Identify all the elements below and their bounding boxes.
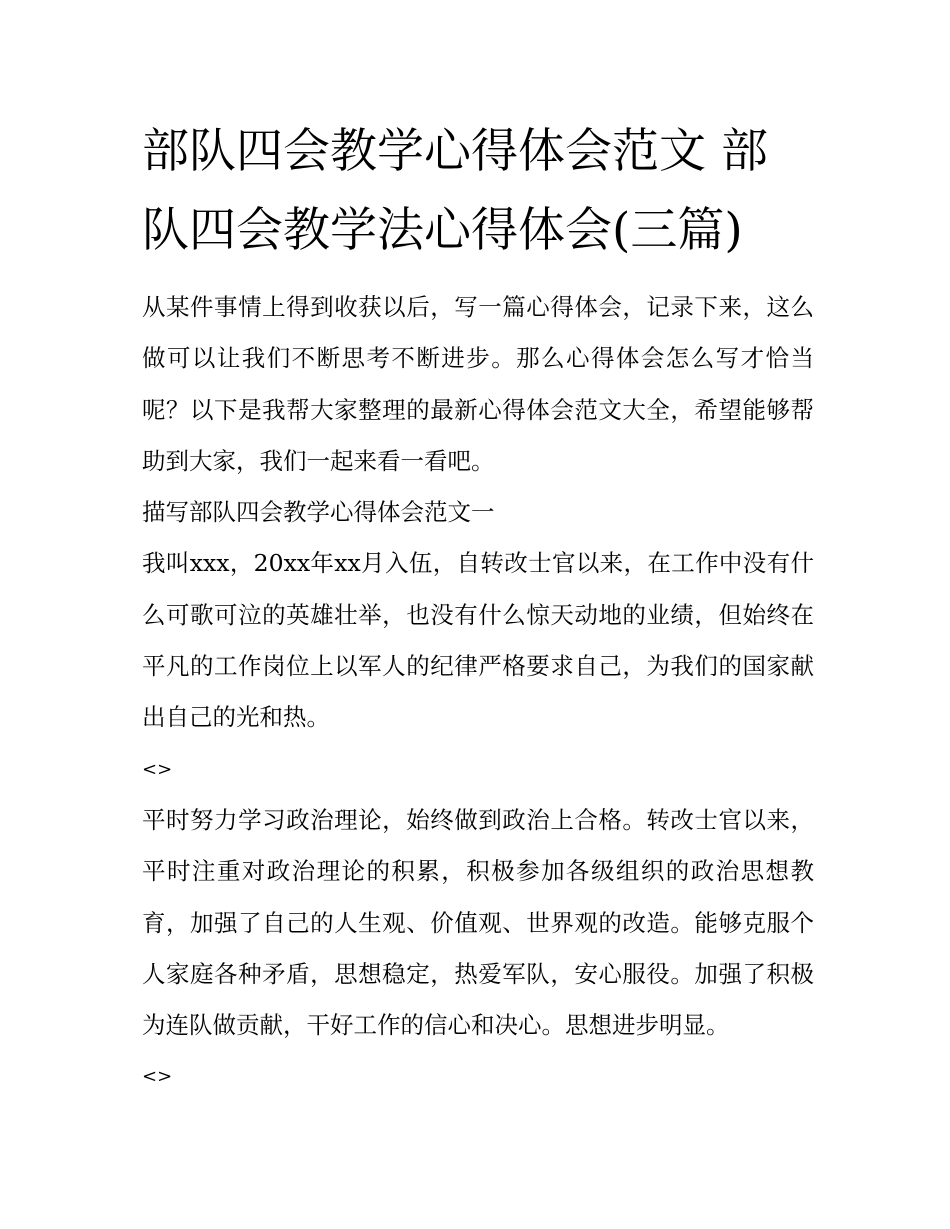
separator-marker-2: <> xyxy=(142,1066,173,1088)
document-title: 部队四会教学心得体会范文 部队四会教学法心得体会(三篇) xyxy=(142,124,768,258)
document-page xyxy=(142,112,814,1103)
section-heading: 描写部队四会教学心得体会范文一 xyxy=(142,498,495,527)
body-paragraph-2: 平时努力学习政治理论，始终做到政治上合格。转改士官以来，平时注重对政治理论的积累，积极参加各级组织的政治思想教育，加强了自己的人生观、价值观、世界观的改造。能够克服个人家庭各种矛盾，思想稳定，热爱军队，安心服役。加强了积极为连队做贡献，干好工作的信心和决心。思想进步明显。 xyxy=(142,805,814,1040)
separator-marker-1: <> xyxy=(142,758,173,780)
body-paragraph-1: 我叫xxx，20xx年xx月入伍，自转改士官以来，在工作中没有什么可歌可泣的英雄壮举，也没有什么惊天动地的业绩，但始终在平凡的工作岗位上以军人的纪律严格要求自己，为我们的国家献出自己的光和热。 xyxy=(142,549,814,732)
intro-paragraph: 从某件事情上得到收获以后，写一篇心得体会，记录下来，这么做可以让我们不断思考不断进步。那么心得体会怎么写才恰当呢？以下是我帮大家整理的最新心得体会范文大全，希望能够帮助到大家，我们一起来看一看吧。 xyxy=(142,293,814,475)
